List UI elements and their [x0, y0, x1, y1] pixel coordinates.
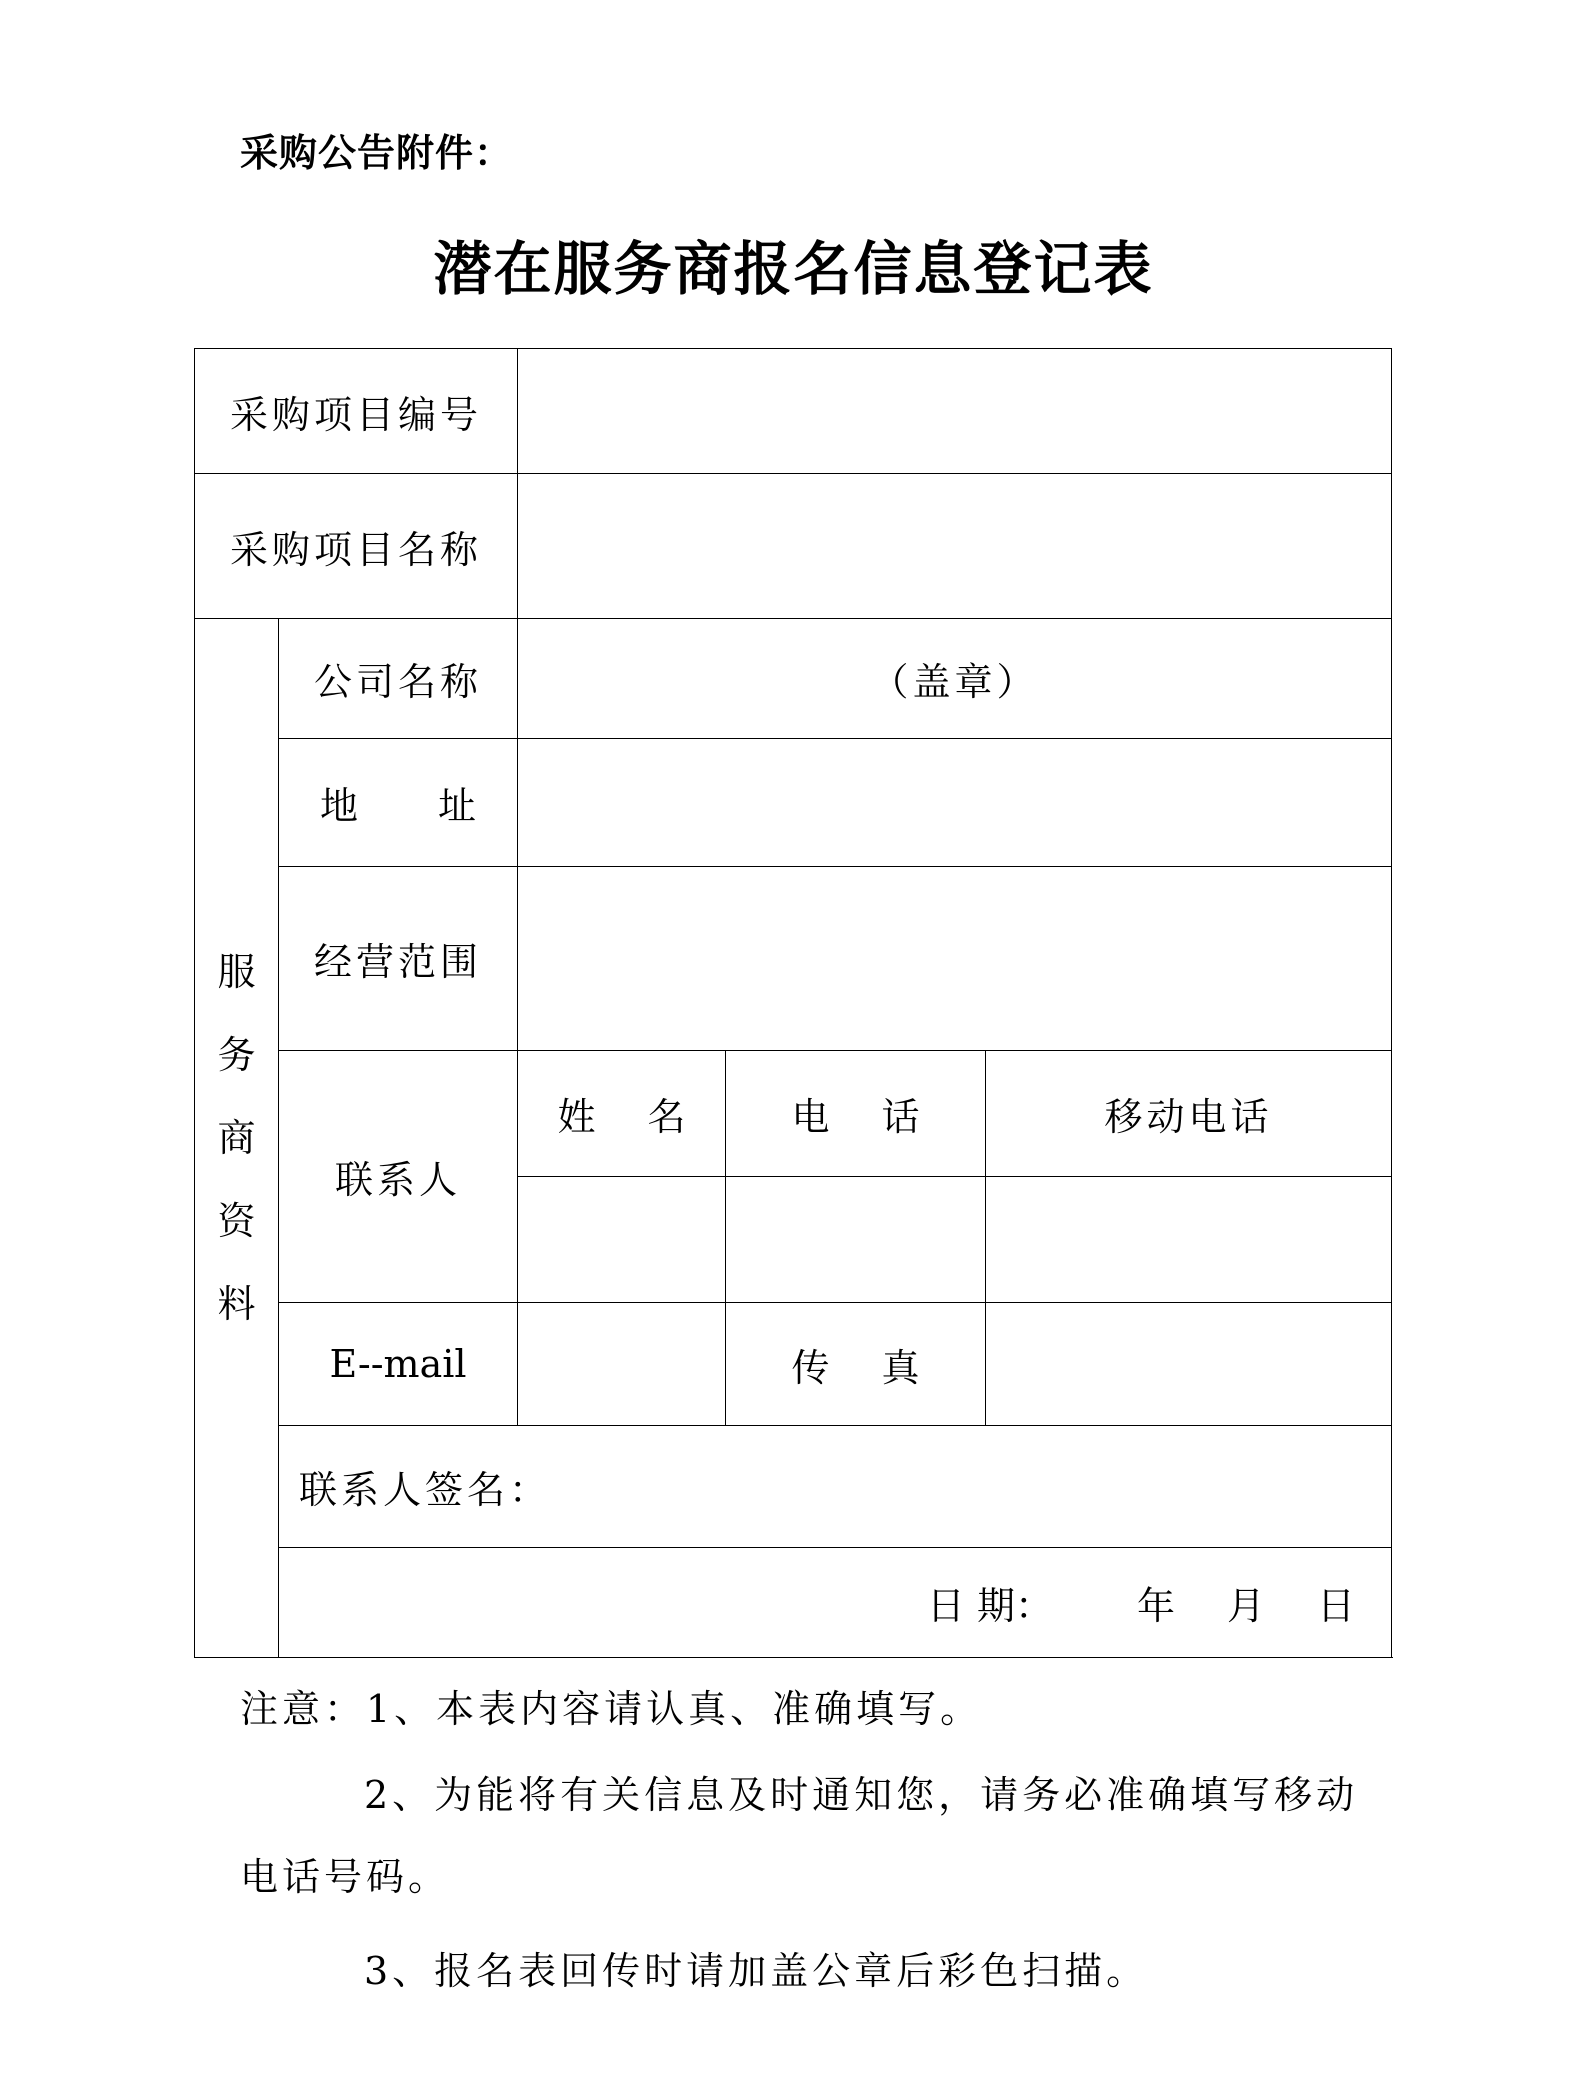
project-name-row [195, 474, 1392, 619]
contact-phone-field[interactable] [726, 1177, 986, 1303]
signature-field[interactable] [279, 1426, 1392, 1548]
company-name-field[interactable] [518, 619, 1392, 739]
supplier-section-cell [195, 619, 279, 1658]
project-number-row [195, 349, 1392, 474]
document-title: 潜在服务商报名信息登记表 [433, 235, 1154, 303]
note-2: 2、为能将有关信息及时通知您，请务必准确填写移动电话号码。 [240, 1773, 1359, 1899]
fax-field[interactable] [986, 1303, 1392, 1426]
email-fax-row [195, 1303, 1392, 1426]
supplier-section-label: 服务商资料 [217, 949, 256, 1326]
date-month-label: 月 [1227, 1584, 1266, 1628]
contact-mobile-header: 移动电话 [986, 1051, 1392, 1177]
email-label: E--mail [279, 1303, 518, 1426]
contact-header-row [195, 1051, 1392, 1177]
date-label: 日 期： [926, 1584, 1053, 1628]
project-name-field[interactable] [518, 474, 1392, 619]
note-1: 注意：1、本表内容请认真、准确填写。 [240, 1687, 983, 1731]
email-field[interactable] [518, 1303, 726, 1426]
signature-row [195, 1426, 1392, 1548]
company-name-label: 公司名称 [279, 619, 518, 739]
signature-label: 联系人签名： [299, 1468, 552, 1512]
business-scope-field[interactable] [518, 867, 1392, 1051]
contact-phone-header: 电 话 [726, 1051, 986, 1177]
address-field[interactable] [518, 739, 1392, 867]
contact-mobile-field[interactable] [986, 1177, 1392, 1303]
contact-name-header: 姓 名 [518, 1051, 726, 1177]
address-row [195, 739, 1392, 867]
notes-section [240, 1668, 1360, 2012]
project-name-label: 采购项目名称 [195, 474, 518, 619]
registration-form [194, 348, 1392, 1658]
contact-name-field[interactable] [518, 1177, 726, 1303]
business-scope-row [195, 867, 1392, 1051]
company-name-row [195, 619, 1392, 739]
date-day-label: 日 [1317, 1584, 1356, 1628]
date-row [195, 1548, 1392, 1658]
seal-hint: （盖章） [870, 660, 1039, 704]
contact-label: 联系人 [279, 1051, 518, 1303]
business-scope-label: 经营范围 [279, 867, 518, 1051]
date-year-label: 年 [1136, 1584, 1175, 1628]
address-label: 地 址 [279, 739, 518, 867]
attachment-label: 采购公告附件： [240, 131, 514, 175]
date-field[interactable] [279, 1548, 1392, 1658]
fax-label: 传 真 [726, 1303, 986, 1426]
project-number-label: 采购项目编号 [195, 349, 518, 474]
project-number-field[interactable] [518, 349, 1392, 474]
note-3: 3、报名表回传时请加盖公章后彩色扫描。 [364, 1949, 1149, 1993]
